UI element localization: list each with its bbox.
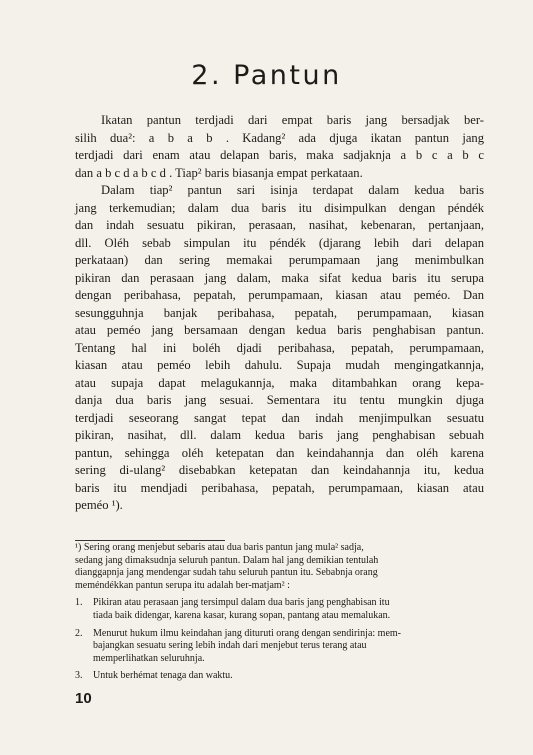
paragraph-2: [75, 182, 484, 515]
body-line: dll. Oléh sebab simpulan itu péndék (djarang lebih dari delapan: [75, 235, 484, 250]
footnote-item-line: bajangkan sesuatu sering lebih indah dari menjebut terus terang atau: [93, 640, 367, 652]
footnote-item-line: Untuk berhémat tenaga dan waktu.: [93, 670, 233, 682]
chapter-title: 2. Pantun: [191, 60, 342, 91]
body-line: danja dua baris jang sesuai. Sementara itu tentu mungkin djuga: [75, 393, 484, 407]
body-line: terdjadi seseorang sangat tepat dan indah menjimpulkan sesuatu: [75, 410, 484, 425]
footnote-line: meméndékkan pantun serupa itu adalah ber-matjam² :: [75, 579, 290, 591]
body-line: sering di-ulang² disebabkan ketepatan dan keindahannja itu, kedua: [75, 463, 484, 477]
footnote-item: [75, 597, 486, 622]
footnote-item-line: tiada baik didengar, karena kasar, kurang sopan, pantang atau memalukan.: [93, 609, 391, 621]
body-line: pantun, sehingga oléh ketepatan dan keindahannja dan oléh karena: [75, 445, 484, 460]
body-line: sesungguhnja banjak peribahasa, pepatah, perumpamaan, kiasan: [75, 305, 484, 320]
page-number: 10: [75, 690, 92, 707]
body-line: atau supaja dapat melagukannja, maka ditambahkan orang kepa-: [75, 375, 484, 390]
footnote-line: sedang jang dimaksudnja seluruh pantun. Dalam hal jang demikian tentulah: [75, 554, 379, 566]
body-line: pikiran dan perasaan jang dalam, maka sifat kedua baris itu serupa: [75, 270, 484, 285]
body-line: dan a b c d a b c d . Tiap² baris biasanja empat perkataan.: [75, 165, 363, 180]
body-line: perkataan) dan sering memakai perumpamaan jang menimbulkan: [75, 253, 484, 267]
footnote-item-line: Pikiran atau perasaan jang tersimpul dalam dua baris jang penghabisan itu: [93, 597, 390, 609]
body-line: silih dua²: a b a b . Kadang² ada djuga ikatan pantun jang: [75, 130, 484, 145]
body-line: terdjadi dari enam atau delapan baris, maka sadjaknja a b c a b c: [75, 148, 484, 162]
footnote-item-number: 3.: [75, 670, 83, 682]
footnote-1: [75, 542, 486, 592]
footnote-item: [75, 670, 486, 683]
body-text: [75, 112, 484, 515]
body-line: kiasan atau peméo lebih dahulu. Supaja mudah mengingatkannja,: [75, 358, 484, 372]
body-line: jang terkemudian; dalam dua baris itu disimpulkan dengan péndék: [75, 200, 484, 215]
body-line: dengan peribahasa, pepatah, perumpamaan, kiasan atau peméo. Dan: [75, 288, 484, 302]
footnote-item-line: memperlihatkan seluruhnja.: [93, 652, 205, 664]
footnotes: [75, 542, 486, 688]
body-line: atau peméo jang bersamaan dengan kedua baris penghabisan pantun.: [75, 323, 484, 337]
footnote-item-number: 1.: [75, 597, 83, 609]
body-line: baris itu mendjadi peribahasa, pepatah, perumpamaan, kiasan atau: [75, 480, 484, 495]
footnote-line: dianggapnja jang mendengar sudah tahu seluruh pantun itu. Sebabnja orang: [75, 567, 378, 579]
body-line: dan indah sesuatu pikiran, perasaan, nasihat, kebenaran, pertanjaan,: [75, 218, 484, 232]
paragraph-1: [75, 112, 484, 182]
footnote-divider: [75, 540, 225, 541]
body-line: Ikatan pantun terdjadi dari empat baris jang bersadjak ber-: [101, 113, 484, 127]
body-line: Dalam tiap² pantun sari isinja terdapat dalam kedua baris: [101, 183, 484, 197]
body-line: pikiran, nasihat, dll. dalam kedua baris jang penghabisan sebuah: [75, 428, 484, 442]
footnote-item: [75, 628, 486, 666]
footnote-item-line: Menurut hukum ilmu keindahan jang dituruti orang dengan sendirinja: mem-: [93, 627, 401, 639]
footnote-item-number: 2.: [75, 627, 83, 639]
body-line: Tentang hal ini boléh djadi peribahasa, pepatah, perumpamaan,: [75, 340, 484, 355]
body-line: peméo ¹).: [75, 498, 123, 512]
footnote-line: ¹) Sering orang menjebut sebaris atau dua baris pantun jang mula² sadja,: [75, 542, 364, 553]
